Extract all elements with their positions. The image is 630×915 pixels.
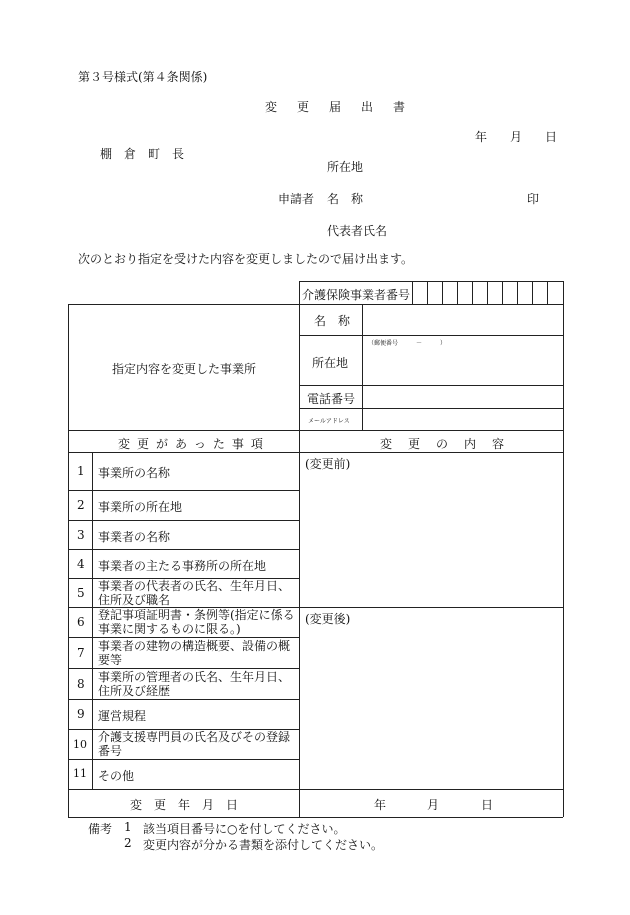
item-text: 事業所の名称 <box>98 466 171 480</box>
date-year: 年 <box>475 130 488 144</box>
item-number: 10 <box>73 738 87 751</box>
item-text: その他 <box>98 769 135 783</box>
change-date-month: 月 <box>427 798 440 812</box>
notes-label: 備考 <box>88 822 113 836</box>
after-label: (変更後) <box>305 612 351 626</box>
note-2: 変更内容が分かる書類を添付してください。 <box>143 838 384 852</box>
office-address-label: 所在地 <box>312 356 349 370</box>
date-month: 月 <box>510 130 523 144</box>
item-text: 事業者の代表者の氏名、生年月日、住所及び職名 <box>98 579 291 607</box>
item-number: 11 <box>73 767 87 780</box>
email-label: メールアドレス <box>308 418 350 425</box>
note-1: 該当項目番号に○を付してください。 <box>143 822 346 836</box>
postal-code-hint: （郵便番号 － ） <box>368 340 447 347</box>
item-number: 9 <box>77 707 85 721</box>
change-date-day: 日 <box>481 798 494 812</box>
applicant-name-label: 名 称 <box>327 192 364 206</box>
item-number: 3 <box>77 528 85 542</box>
statement: 次のとおり指定を受けた内容を変更しましたので届け出ます。 <box>78 252 414 266</box>
item-text: 事業者の建物の構造概要、設備の概要等 <box>98 639 291 667</box>
addressee: 棚 倉 町 長 <box>100 147 185 161</box>
phone-label: 電話番号 <box>307 392 356 406</box>
item-text: 登記事項証明書・条例等(指定に係る事業に関するものに限る。) <box>98 608 295 636</box>
item-number: 6 <box>77 615 85 629</box>
changed-content-header: 変 更 の 内 容 <box>380 437 507 451</box>
applicant-label: 申請者 <box>278 192 315 206</box>
item-text: 事業者の主たる事務所の所在地 <box>98 559 267 573</box>
change-date-year: 年 <box>374 798 387 812</box>
item-text: 事業所の管理者の氏名、生年月日、住所及び経歴 <box>98 670 291 698</box>
item-number: 2 <box>77 498 85 512</box>
item-text: 事業所の所在地 <box>98 500 183 514</box>
item-number: 7 <box>77 646 85 660</box>
before-label: (変更前) <box>305 457 351 471</box>
provider-number-label: 介護保険事業者番号 <box>302 288 411 302</box>
seal-mark: 印 <box>527 192 540 206</box>
item-text: 介護支援専門員の氏名及びその登録番号 <box>98 730 291 758</box>
form-number: 第３号様式(第４条関係) <box>78 70 208 84</box>
office-name-label: 名 称 <box>314 314 351 328</box>
applicant-address-label: 所在地 <box>327 160 364 174</box>
item-number: 4 <box>77 557 85 571</box>
note-1-number: 1 <box>124 820 132 834</box>
item-text: 事業者の名称 <box>98 530 171 544</box>
item-number: 5 <box>77 586 85 600</box>
item-text: 運営規程 <box>98 709 147 723</box>
office-label: 指定内容を変更した事業所 <box>112 362 257 376</box>
change-date-label: 変 更 年 月 日 <box>130 798 239 812</box>
changed-items-header: 変更があった事項 <box>118 437 270 451</box>
form-title: 変 更 届 出 書 <box>265 100 410 114</box>
date-day: 日 <box>545 130 558 144</box>
item-number: 8 <box>77 677 85 691</box>
representative-label: 代表者氏名 <box>327 224 388 238</box>
note-2-number: 2 <box>124 836 132 850</box>
item-number: 1 <box>77 464 85 478</box>
